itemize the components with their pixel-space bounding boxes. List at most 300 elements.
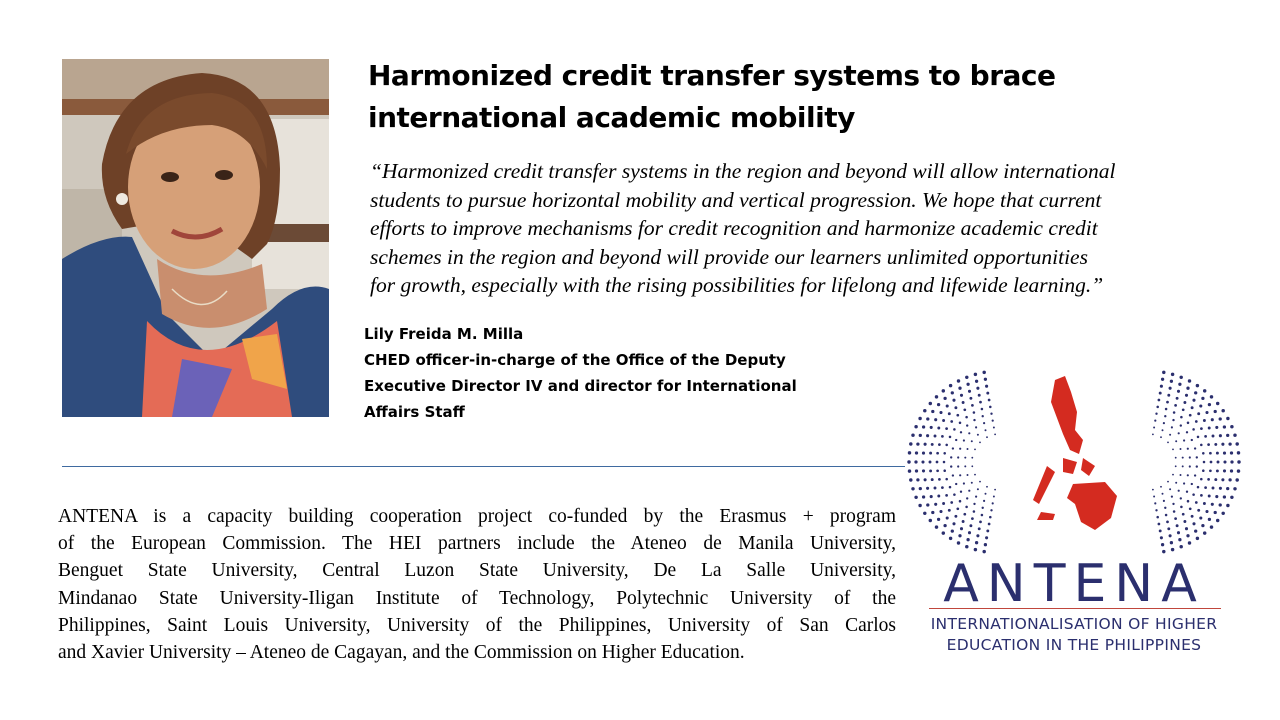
logo-dot [1208, 518, 1211, 521]
logo-dot [1185, 394, 1188, 397]
logo-dot [1178, 538, 1181, 541]
logo-dot [1180, 506, 1183, 509]
logo-dot [963, 408, 966, 411]
logo-dot [959, 422, 962, 425]
logo-dot [1160, 385, 1163, 388]
logo-dot [975, 380, 978, 383]
logo-dot [1211, 503, 1214, 506]
quote-line: efforts to improve mechanisms for credit recognition and harmonize academic credit [370, 216, 1098, 240]
logo-dot [960, 527, 963, 530]
logo-dot [1169, 488, 1171, 490]
author-title-line: CHED officer-in-charge of the Office of the Deputy [364, 351, 786, 369]
logo-dot [1223, 425, 1226, 428]
logo-dot [914, 496, 917, 499]
logo-dot [1161, 543, 1164, 546]
logo-dot [971, 404, 974, 407]
logo-dot [1180, 424, 1182, 426]
logo-dot [919, 434, 922, 437]
logo-dot [1230, 460, 1233, 463]
logo-dot [958, 534, 961, 537]
logo-dot [989, 516, 992, 519]
logo-dot [956, 507, 959, 510]
logo-dot [1214, 511, 1217, 514]
logo-dot [931, 511, 934, 514]
logo-dot [937, 495, 940, 498]
logo-dot [1203, 502, 1206, 505]
logo-dot [1189, 465, 1191, 467]
logo-dot [1169, 534, 1172, 537]
logo-dot [971, 465, 973, 467]
logo-dot [945, 478, 948, 481]
logo-dot [1174, 517, 1177, 520]
logo-dot [983, 422, 985, 424]
logo-dot [984, 378, 987, 381]
logo-dot [946, 516, 949, 519]
logo-dot [937, 403, 940, 406]
logo-dot [931, 478, 934, 481]
logo-dot [1228, 442, 1231, 445]
logo-dot [979, 401, 982, 404]
logo-dot [922, 469, 925, 472]
logo-dot [1173, 411, 1176, 414]
logo-dot [976, 534, 979, 537]
logo-dot [1230, 496, 1233, 499]
logo-dot [969, 397, 972, 400]
logo-dot [918, 504, 921, 507]
logo-emblem [905, 362, 1243, 562]
logo-dot [1191, 515, 1194, 518]
logo-dot [981, 514, 984, 517]
logo-dot [1183, 401, 1186, 404]
logo-dot [977, 434, 979, 436]
logo-dot [992, 420, 994, 422]
logo-dot [1195, 420, 1198, 423]
logo-dot [992, 502, 994, 504]
logo-dot [911, 487, 914, 490]
logo-dot [973, 503, 975, 505]
logo-dot [949, 436, 952, 439]
logo-dot [965, 416, 968, 419]
logo-dot [1203, 531, 1206, 534]
logo-dot [1215, 426, 1218, 429]
logo-dot [983, 500, 985, 502]
logo-dot [908, 469, 911, 472]
logo-dot [907, 460, 910, 463]
logo-dot [949, 384, 952, 387]
logo-dot [1209, 452, 1212, 455]
logo-dot [993, 496, 995, 498]
logo-dot [1186, 491, 1188, 493]
logo-dot [924, 443, 927, 446]
logo-dot [942, 389, 945, 392]
logo-dot [1215, 495, 1218, 498]
logo-dot [1175, 465, 1177, 467]
logo-tagline-line: INTERNATIONALISATION OF HIGHER [930, 615, 1218, 633]
logo-dot [1177, 390, 1180, 393]
logo-dot [957, 379, 960, 382]
logo-dot [934, 487, 937, 490]
logo-dot [1201, 524, 1204, 527]
logo-dot [914, 460, 917, 463]
logo-dot [956, 414, 959, 417]
logo-dot [1223, 495, 1226, 498]
logo-dot [950, 465, 952, 467]
logo-dot [1177, 531, 1180, 534]
logo-dot [968, 490, 970, 492]
logo-dot [923, 512, 926, 515]
logo-dot [968, 432, 970, 434]
logo-island [1063, 458, 1077, 474]
logo-island [1051, 376, 1083, 454]
logo-dot [937, 518, 940, 521]
logo-dot [929, 519, 932, 522]
logo-dot [1166, 401, 1169, 404]
logo-dot [957, 541, 960, 544]
logo-dot [1183, 520, 1186, 523]
logo-wordmark: ANTENA [943, 554, 1205, 614]
logo-dot [950, 420, 953, 423]
logo-dot [915, 469, 918, 472]
logo-dot [923, 409, 926, 412]
logo-dot [958, 387, 961, 390]
logo-dot [1237, 451, 1240, 454]
logo-dot [963, 513, 966, 516]
logo-dot [962, 401, 965, 404]
logo-dot [973, 510, 976, 513]
logo-dot [1153, 496, 1155, 498]
logo-dot [1191, 406, 1194, 409]
logo-dot [1204, 435, 1207, 438]
logo-dot [1187, 422, 1190, 425]
logo-dot [1221, 478, 1224, 481]
logo-dot [1162, 429, 1164, 431]
logo-dot [921, 460, 924, 463]
logo-dot [1183, 439, 1185, 441]
logo-dot [1187, 500, 1190, 503]
logo-dot [1223, 469, 1226, 472]
logo-dot [1162, 493, 1164, 495]
logo-dot [1172, 449, 1174, 451]
logo-dot [1180, 448, 1182, 450]
logo-dot [982, 550, 985, 553]
logo-dot [938, 478, 941, 481]
logo-dot [994, 434, 996, 436]
logo-dot [1166, 521, 1169, 524]
logo-dot [1196, 456, 1198, 458]
logo-dot [1217, 461, 1220, 464]
logo-dot [936, 452, 939, 455]
logo-dot [968, 390, 971, 393]
logo-dot [911, 433, 914, 436]
logo-dot [922, 452, 925, 455]
logo-dot [918, 417, 921, 420]
logo-dot [942, 531, 945, 534]
logo-dot [974, 548, 977, 551]
logo-dot [1178, 490, 1180, 492]
logo-dot [926, 503, 929, 506]
logo-dot [1207, 443, 1210, 446]
logo-dot [1188, 379, 1191, 382]
logo-dot [1186, 387, 1189, 390]
logo-dot [915, 451, 918, 454]
logo-dot [1164, 507, 1166, 509]
logo-dot [945, 444, 948, 447]
quote [370, 157, 1230, 300]
logo-dot [1174, 404, 1177, 407]
logo-dot [971, 440, 973, 442]
logo-dot [978, 394, 981, 397]
headline-line: international academic mobility [368, 101, 855, 134]
logo-dot [950, 501, 953, 504]
logo-dot [1170, 541, 1173, 544]
logo-dot [1179, 545, 1182, 548]
logo-dot [975, 426, 977, 428]
logo-dot [979, 442, 981, 444]
logo-dot [986, 436, 988, 438]
logo-tagline-line: EDUCATION IN THE PHILIPPINES [946, 636, 1202, 654]
logo-dot [1158, 523, 1161, 526]
logo-dot [1172, 419, 1174, 421]
logo-dot [1230, 451, 1233, 454]
logo-dot [960, 431, 962, 433]
logo-dot [1230, 425, 1233, 428]
logo-dot [1200, 494, 1203, 497]
logo-dot [964, 465, 966, 467]
logo-dot [1175, 457, 1177, 459]
logo-dot [1226, 417, 1229, 420]
logo-dot [957, 465, 959, 467]
logo-dot [942, 419, 945, 422]
logo-dot [976, 387, 979, 390]
logo-dot [1216, 469, 1219, 472]
logo-dot [952, 474, 954, 476]
logo-dot [1223, 460, 1226, 463]
logo-dot [949, 486, 952, 489]
quote-line: for growth, especially with the rising possibilities for lifelong and lifewide learning.” [370, 273, 1104, 297]
logo-dot [1169, 434, 1171, 436]
logo-dot [1205, 510, 1208, 513]
logo-dot [1163, 422, 1165, 424]
logo-dot [1152, 489, 1154, 491]
logo-dot [908, 451, 911, 454]
logo-dot [941, 435, 944, 438]
logo-dot [989, 406, 992, 409]
logo-dot [1221, 512, 1224, 515]
author-block [364, 321, 834, 425]
logo-dot [1233, 487, 1236, 490]
description-line: Philippines, Saint Louis University, University of the Philippines, University of San Carlos [58, 614, 896, 636]
logo-dot [949, 537, 952, 540]
logo-dot [924, 478, 927, 481]
logo-dot [1178, 432, 1180, 434]
logo-dot [1164, 415, 1166, 417]
logo-dot [1186, 534, 1189, 537]
logo-dot [1196, 465, 1198, 467]
logo-dot [1165, 408, 1168, 411]
antena-logo [905, 362, 1243, 676]
logo-dot [1192, 428, 1195, 431]
author-name: Lily Freida M. Milla [364, 325, 524, 343]
logo-dot [979, 521, 982, 524]
logo-dot [985, 536, 988, 539]
logo-dot [1159, 392, 1162, 395]
logo-dot [1179, 376, 1182, 379]
logo-dot [1226, 434, 1229, 437]
logo-dot [1230, 469, 1233, 472]
logo-dot [919, 487, 922, 490]
logo-dot [1178, 383, 1181, 386]
logo-dot [1162, 371, 1165, 374]
logo-dot [1182, 465, 1184, 467]
logo-dot [1216, 519, 1219, 522]
logo-dot [990, 413, 992, 415]
logo-dot [993, 427, 995, 429]
logo-dot [960, 394, 963, 397]
logo-dot [1169, 387, 1172, 390]
logo-dot [1182, 513, 1185, 516]
logo-dot [1173, 510, 1176, 513]
logo-island [1037, 512, 1055, 520]
section-divider [62, 466, 905, 467]
logo-dot [1192, 522, 1195, 525]
logo-dot [1216, 402, 1219, 405]
logo-dot [934, 418, 937, 421]
logo-dot [1176, 524, 1179, 527]
logo-dot [971, 517, 974, 520]
logo-dot [1200, 427, 1203, 430]
logo-dot [945, 427, 948, 430]
logo-dot [1219, 503, 1222, 506]
logo-dot [943, 469, 946, 472]
logo-dot [963, 439, 965, 441]
quote-line: “Harmonized credit transfer systems in the region and beyond will allow international [370, 159, 1116, 183]
logo-dot [974, 449, 976, 451]
logo-dot [1155, 509, 1157, 511]
logo-dot [1163, 500, 1165, 502]
logo-dot [1197, 486, 1200, 489]
logo-dot [968, 531, 971, 534]
logo-dot [975, 541, 978, 544]
logo-dot [1208, 495, 1211, 498]
quote-line: students to pursue horizontal mobility and vertical progression. We hope that current [370, 187, 1102, 212]
logo-dot [1202, 469, 1205, 472]
logo-dot [931, 410, 934, 413]
logo-dot [982, 371, 985, 374]
logo-dot [1175, 440, 1177, 442]
logo-dot [1200, 444, 1203, 447]
logo-dot [1167, 442, 1169, 444]
logo-dot [1155, 413, 1157, 415]
logo-dot [1199, 516, 1202, 519]
logo-dot [1160, 436, 1162, 438]
logo-dot [936, 469, 939, 472]
logo-dot [965, 376, 968, 379]
logo-dot [1154, 502, 1156, 504]
logo-dot [966, 383, 969, 386]
logo-dot [945, 494, 948, 497]
logo-dot [1203, 389, 1206, 392]
logo-dot [909, 478, 912, 481]
logo-dot [959, 500, 962, 503]
logo-dot [985, 429, 987, 431]
logo-island [1081, 458, 1095, 476]
logo-dot [960, 491, 962, 493]
logo-dot [948, 509, 951, 512]
logo-dot [1216, 452, 1219, 455]
logo-dot [926, 487, 929, 490]
logo-dot [934, 435, 937, 438]
logo-dot [1211, 418, 1214, 421]
logo-dot [943, 524, 946, 527]
logo-dot [922, 495, 925, 498]
logo-dot [1153, 427, 1155, 429]
logo-dot [1187, 474, 1189, 476]
logo-dot [954, 406, 957, 409]
logo-dot [1156, 516, 1159, 519]
logo-dot [1214, 443, 1217, 446]
logo-dot [1204, 486, 1207, 489]
logo-dot [1189, 456, 1191, 458]
logo-dot [1180, 416, 1183, 419]
logo-dot [939, 510, 942, 513]
logo-dot [1156, 406, 1159, 409]
logo-dot [1212, 435, 1215, 438]
logo-dot [1188, 541, 1191, 544]
logo-dot [930, 495, 933, 498]
logo-dot [973, 419, 975, 421]
logo-dot [937, 427, 940, 430]
logo-dot [1186, 431, 1188, 433]
logo-dot [1223, 452, 1226, 455]
logo-dot [916, 478, 919, 481]
logo-dot [1171, 548, 1174, 551]
logo-dot [959, 474, 961, 476]
logo-dot [1212, 487, 1215, 490]
logo-dot [1226, 487, 1229, 490]
logo-dot [1226, 504, 1229, 507]
logo-dot [1189, 414, 1192, 417]
description-line: ANTENA is a capacity building cooperation project co-funded by the Erasmus + program [58, 506, 896, 527]
project-description [58, 503, 896, 666]
logo-dot [971, 482, 973, 484]
logo-dot [936, 461, 939, 464]
logo-dot [1237, 460, 1240, 463]
logo-dot [1228, 478, 1231, 481]
logo-dot [971, 457, 973, 459]
logo-dot [988, 523, 991, 526]
logo-dot [1192, 399, 1195, 402]
logo-dot [1167, 527, 1170, 530]
logo-dot [941, 486, 944, 489]
logo-dot [1208, 403, 1211, 406]
logo-dot [1152, 434, 1154, 436]
logo-dot [1161, 378, 1164, 381]
logo-dot [942, 502, 945, 505]
logo-dot [977, 488, 979, 490]
logo-dot [1158, 399, 1161, 402]
logo-dot [1208, 427, 1211, 430]
logo-dot [990, 509, 992, 511]
author-title-line: Affairs Staff [364, 403, 465, 421]
logo-dot [1203, 461, 1206, 464]
logo-dot [1196, 384, 1199, 387]
logo-dot [1194, 447, 1196, 449]
logo-dot [1201, 397, 1204, 400]
logo-dot [962, 520, 965, 523]
logo-dot [1237, 469, 1240, 472]
logo-dot [975, 496, 977, 498]
logo-dot [974, 373, 977, 376]
